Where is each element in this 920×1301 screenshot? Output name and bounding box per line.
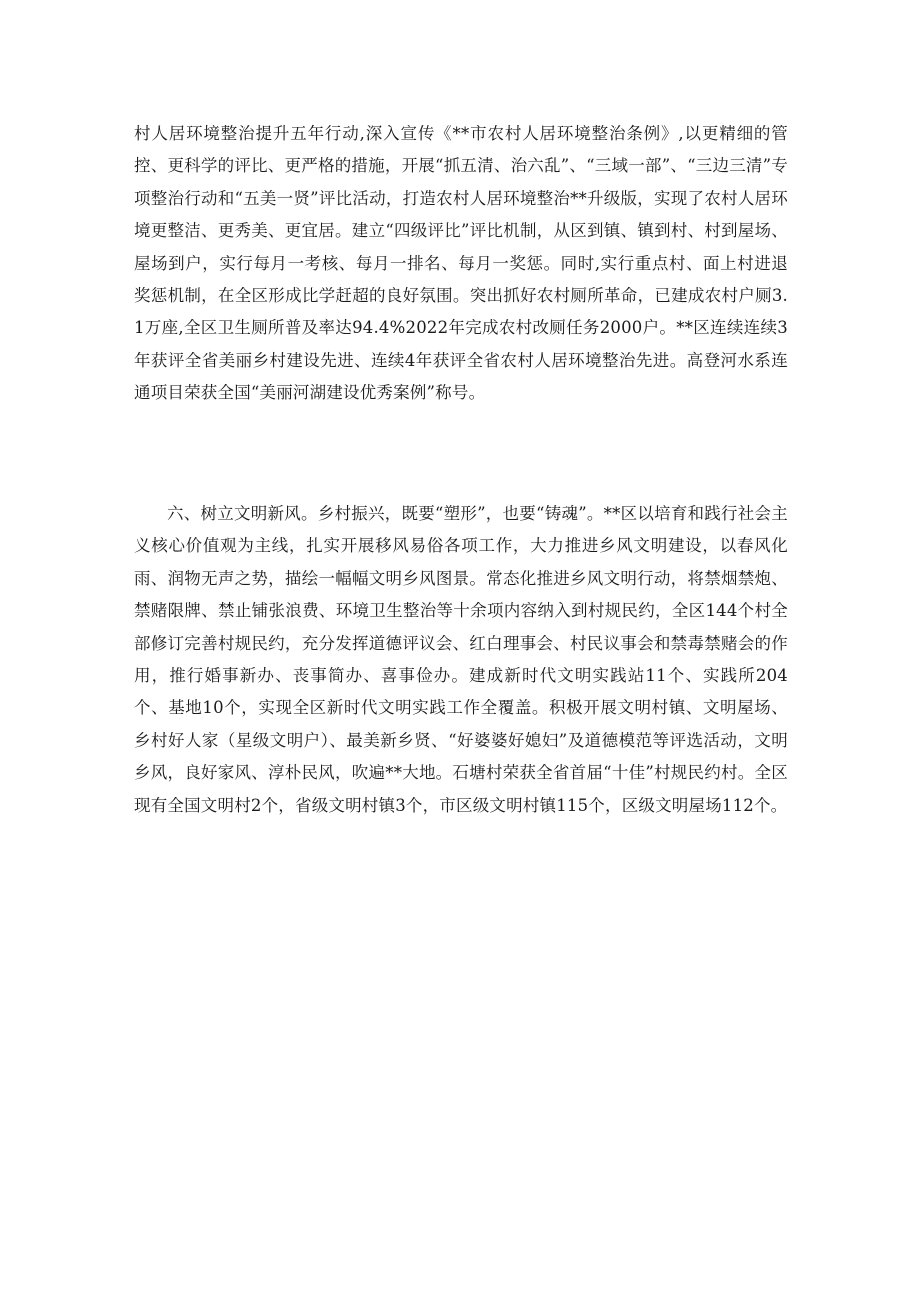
body-paragraph-rural-environment: 村人居环境整治提升五年行动,深入宣传《**市农村人居环境整治条例》,以更精细的管控、更科学的评比、更严格的措施，开展“抓五清、治六乱”、“三域一部”、“三边三清”专项整治行动和“五美一贤”评比活动，打造农村人居环境整治**升级版，实现了农村人居环境更整洁、更秀美、更宜居。建立“四级评比”评比机制，从区到镇、镇到村、村到屋场、屋场到户，实行每月一考核、每月一排名、每月一奖惩。同时,实行重点村、面上村进退奖惩机制，在全区形成比学赶超的良好氛围。突出抓好农村厕所革命，已建成农村户厕3.1万座,全区卫生厕所普及率达94.4%2022年完成农村改厕任务2000户。**区连续连续3年获评全省美丽乡村建设先进、连续4年获评全省农村人居环境整治先进。高登河水系连通项目荣获全国“美丽河湖建设优秀案例”称号。 [134,124,788,403]
body-paragraph-civilization: 六、树立文明新风。乡村振兴，既要“塑形”，也要“铸魂”。**区以培育和践行社会主义核心价值观为主线，扎实开展移风易俗各项工作，大力推进乡风文明建设，以春风化雨、润物无声之势，描绘一幅幅文明乡风图景。常态化推进乡风文明行动，将禁烟禁炮、禁赌限牌、禁止铺张浪费、环境卫生整治等十余项内容纳入到村规民约，全区144个村全部修订完善村规民约，充分发挥道德评议会、红白理事会、村民议事会和禁毒禁赌会的作用，推行婚事新办、丧事简办、喜事俭办。建成新时代文明实践站11个、实践所204个、基地10个，实现全区新时代文明实践工作全覆盖。积极开展文明村镇、文明屋场、乡村好人家（星级文明户）、最美新乡贤、“好婆婆好媳妇”及道德模范等评选活动，文明乡风，良好家风、淳朴民风，吹遍**大地。石塘村荣获全省首届“十佳”村规民约村。全区现有全国文明村2个，省级文明村镇3个，市区级文明村镇115个，区级文明屋场112个。 [134,504,788,815]
